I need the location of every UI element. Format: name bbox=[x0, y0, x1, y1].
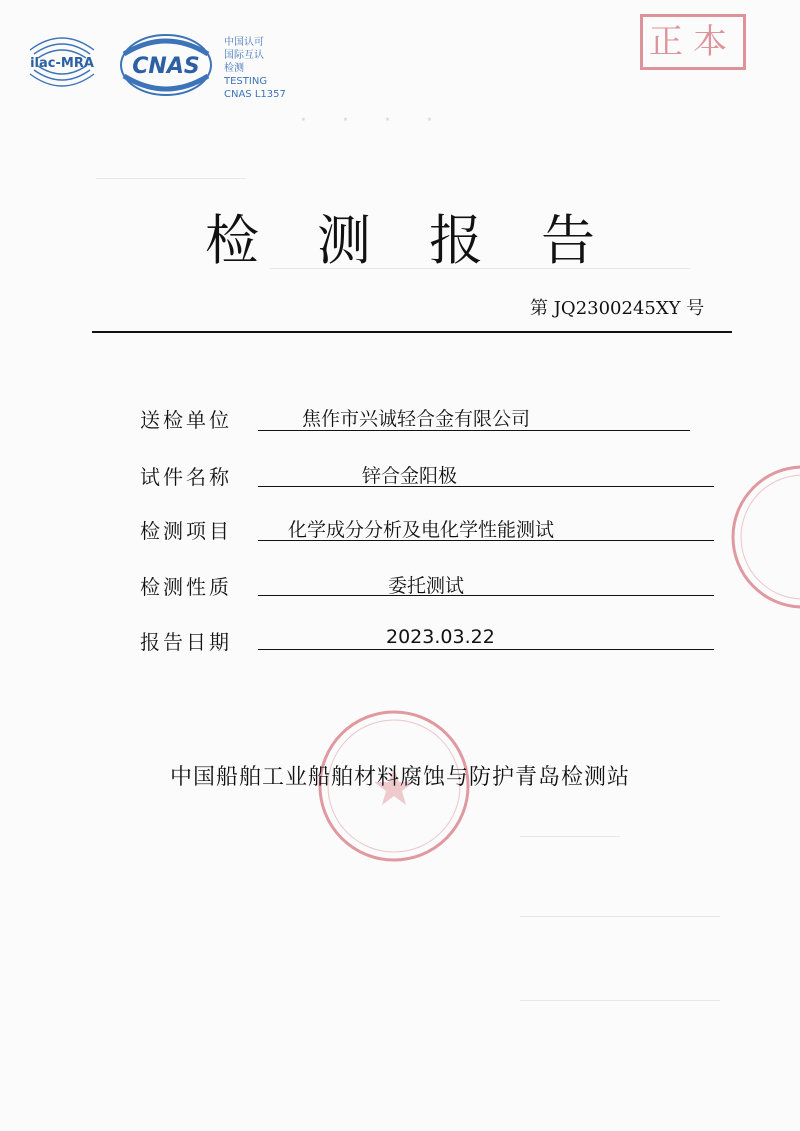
cnas-accreditation-text bbox=[224, 36, 286, 101]
field-label-client: 送检单位 bbox=[140, 408, 232, 432]
issuing-organization: 中国船舶工业船舶材料腐蚀与防护青岛检测站 bbox=[169, 765, 630, 790]
ilac-mra-logo bbox=[20, 22, 104, 102]
cnas-logo bbox=[118, 32, 214, 98]
field-label-test-items: 检测项目 bbox=[140, 519, 232, 543]
edge-seal bbox=[728, 462, 800, 612]
cnas-line: 检测 bbox=[224, 63, 244, 74]
field-underline bbox=[258, 486, 714, 487]
field-value-report-date: 2023.03.22 bbox=[386, 626, 495, 648]
title-divider bbox=[92, 331, 732, 333]
show-through-line bbox=[520, 1000, 720, 1001]
cnas-line: TESTING bbox=[224, 76, 268, 87]
cnas-logo-text: CNAS bbox=[132, 54, 200, 79]
field-label-report-date: 报告日期 bbox=[140, 630, 232, 654]
field-value-client: 焦作市兴诚轻合金有限公司 bbox=[302, 408, 531, 430]
field-label-test-nature: 检测性质 bbox=[140, 575, 232, 599]
original-copy-stamp: 正本 bbox=[640, 14, 746, 70]
field-value-sample-name: 锌合金阳极 bbox=[362, 465, 458, 487]
field-underline bbox=[258, 649, 714, 650]
report-number: 第 JQ2300245XY 号 bbox=[530, 298, 705, 319]
show-through-text: · · · · bbox=[300, 108, 447, 133]
report-title: 检测报告 bbox=[205, 209, 653, 272]
field-value-test-nature: 委托测试 bbox=[388, 575, 465, 597]
field-underline bbox=[258, 540, 714, 541]
field-value-test-items: 化学成分分析及电化学性能测试 bbox=[288, 519, 555, 541]
field-underline bbox=[258, 595, 714, 596]
cnas-line: 中国认可 bbox=[224, 37, 264, 48]
show-through-line bbox=[520, 916, 720, 917]
show-through-line bbox=[96, 178, 246, 179]
field-underline bbox=[258, 430, 690, 431]
field-label-sample-name: 试件名称 bbox=[140, 465, 232, 489]
cnas-line: 国际互认 bbox=[224, 50, 264, 61]
cnas-line: CNAS L1357 bbox=[224, 89, 286, 100]
show-through-line bbox=[520, 836, 620, 837]
ilac-logo-text: ilac-MRA bbox=[30, 56, 94, 71]
